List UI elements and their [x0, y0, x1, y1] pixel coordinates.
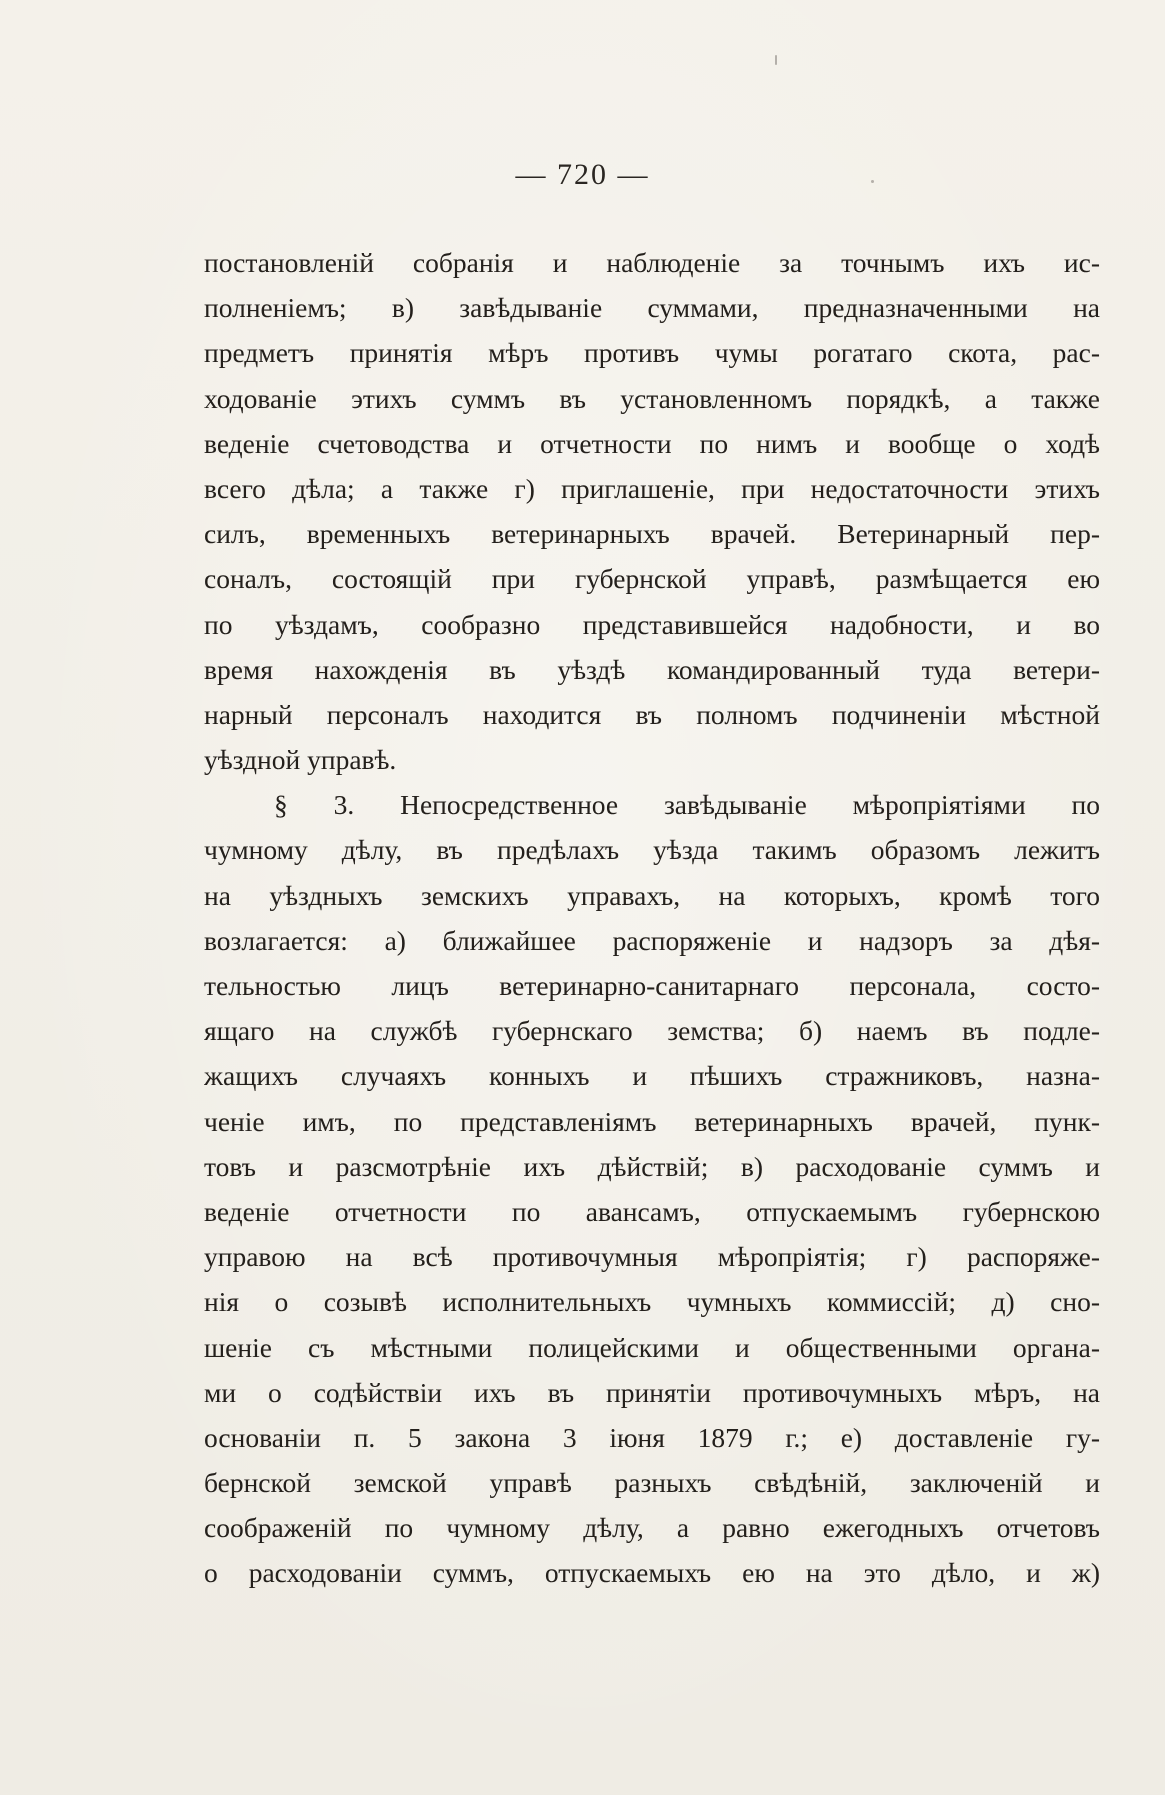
text-line: силъ, временныхъ ветеринарныхъ врачей. Ветеринарный пер- [204, 518, 1100, 550]
text-line: бернской земской управѣ разныхъ свѣдѣній, заключеній и [204, 1467, 1100, 1499]
paper-speck [775, 55, 777, 65]
text-line: ходованіе этихъ суммъ въ установленномъ порядкѣ, а также [204, 382, 1100, 414]
text-line: веденіе счетоводства и отчетности по нимъ и вообще о ходѣ [204, 427, 1100, 459]
text-line: ченіе имъ, по представленіямъ ветеринарныхъ врачей, пунк- [204, 1105, 1100, 1137]
text-line: по уѣздамъ, сообразно представившейся надобности, и во [204, 608, 1100, 640]
text-line: нарный персоналъ находится въ полномъ подчиненіи мѣстной [204, 698, 1100, 730]
body-text [204, 240, 1100, 1596]
text-line: полненіемъ; в) завѣдываніе суммами, предназначенными на [204, 292, 1100, 324]
text-line: на уѣздныхъ земскихъ управахъ, на которыхъ, кромѣ того [204, 879, 1100, 911]
text-line-paragraph-end: уѣздной управѣ. [204, 744, 397, 776]
page-number: — 720 — [515, 158, 650, 191]
paper-speck [226, 1531, 229, 1534]
text-line: товъ и разсмотрѣніе ихъ дѣйствій; в) расходованіе суммъ и [204, 1150, 1100, 1182]
text-line: соображеній по чумному дѣлу, а равно ежегодныхъ отчетовъ [204, 1512, 1100, 1544]
text-line: возлагается: а) ближайшее распоряженіе и надзоръ за дѣя- [204, 924, 1100, 956]
text-line: предметъ принятія мѣръ противъ чумы рогатаго скота, рас- [204, 337, 1100, 369]
text-line: основаніи п. 5 закона 3 іюня 1879 г.; е) доставленіе гу- [204, 1421, 1100, 1453]
text-line: о расходованіи суммъ, отпускаемыхъ ею на это дѣло, и ж) [204, 1557, 1100, 1589]
text-line: жащихъ случаяхъ конныхъ и пѣшихъ стражниковъ, назна- [204, 1060, 1100, 1092]
text-line: шеніе съ мѣстными полицейскими и общественными органа- [204, 1331, 1100, 1363]
paper-speck [871, 180, 874, 183]
text-line: ми о содѣйствіи ихъ въ принятіи противочумныхъ мѣръ, на [204, 1376, 1100, 1408]
text-line: соналъ, состоящій при губернской управѣ, размѣщается ею [204, 563, 1100, 595]
text-line-paragraph-start: § 3. Непосредственное завѣдываніе мѣропріятіями по [274, 789, 1100, 821]
text-line: постановленій собранія и наблюденіе за точнымъ ихъ ис- [204, 247, 1100, 278]
text-line: тельностью лицъ ветеринарно-санитарнаго персонала, состо- [204, 970, 1100, 1001]
text-line: время нахожденія въ уѣздѣ командированный туда ветери- [204, 653, 1100, 685]
text-line: веденіе отчетности по авансамъ, отпускаемымъ губернскою [204, 1195, 1100, 1227]
text-line: нія о созывѣ исполнительныхъ чумныхъ коммиссій; д) сно- [204, 1286, 1100, 1318]
text-line: чумному дѣлу, въ предѣлахъ уѣзда такимъ образомъ лежитъ [204, 834, 1100, 866]
text-line: всего дѣла; а также г) приглашеніе, при недостаточности этихъ [204, 472, 1100, 504]
text-line: ящаго на службѣ губернскаго земства; б) наемъ въ подле- [204, 1015, 1100, 1047]
text-line: управою на всѣ противочумныя мѣропріятія; г) распоряже- [204, 1241, 1100, 1273]
